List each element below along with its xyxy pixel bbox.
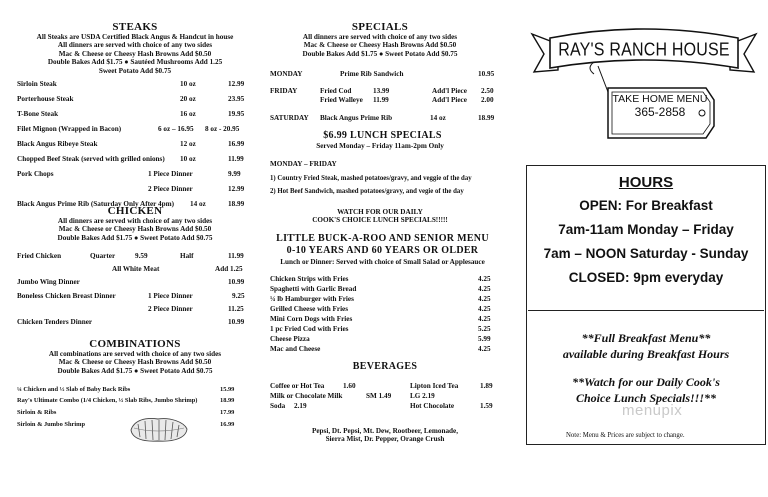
- hours-weekend: 7am – NOON Saturday - Sunday: [543, 246, 749, 261]
- menu-item-price: 2.50: [481, 87, 494, 95]
- menu-item-size: 20 oz: [180, 95, 196, 103]
- hours-weekday: 7am-11am Monday – Friday: [558, 222, 734, 237]
- menu-item-price: 4.25: [478, 315, 491, 323]
- menu-item-price: 19.95: [228, 110, 245, 118]
- menu-item-price: 16.99: [228, 140, 245, 148]
- beverage-name: Hot Chocolate: [410, 402, 455, 410]
- menu-item-size: 6 oz – 16.95: [158, 125, 194, 133]
- breakfast-line: available during Breakfast Hours: [562, 347, 730, 361]
- menu-item-size: Add'l Piece: [432, 87, 467, 95]
- menu-item-name: Black Angus Prime Rib (Saturday Only After 4pm): [17, 200, 175, 208]
- menu-item-name: 1 pc Fried Cod with Fries: [270, 325, 349, 333]
- specials-note: Mac & Cheese or Cheesy Hash Browns Add $0.50: [303, 41, 457, 50]
- menu-item-price: 5.25: [478, 325, 491, 333]
- menu-item-name: Chicken Tenders Dinner: [17, 318, 93, 326]
- menu-item-name: Sirloin & Jumbo Shrimp: [17, 421, 86, 428]
- menu-item-price: Add 1.25: [215, 265, 243, 273]
- menu-item-name: Sirloin Steak: [17, 80, 57, 88]
- beverage-name: LG 2.19: [410, 392, 435, 400]
- menu-item-size: 2 Piece Dinner: [148, 305, 193, 313]
- steaks-note: All dinners are served with choice of any two sides: [57, 41, 213, 50]
- lunch-watch-line: COOK'S CHOICE LUNCH SPECIALS!!!!!: [312, 216, 448, 225]
- beverage-price: 1.60: [343, 382, 356, 390]
- menu-item-size: 14 oz: [430, 114, 446, 122]
- menu-item-name: Pork Chops: [17, 170, 54, 178]
- menu-item-price: 11.99: [228, 252, 244, 260]
- menu-item-price: 12.99: [228, 80, 245, 88]
- cook-choice-line: **Watch for our Daily Cook's: [572, 375, 720, 389]
- breakfast-line: **Full Breakfast Menu**: [581, 331, 711, 345]
- menu-item-price: 4.25: [478, 305, 491, 313]
- specials-notes: [255, 33, 505, 58]
- lunch-served: Served Monday – Friday 11am-2pm Only: [316, 142, 444, 150]
- phone-number: 365-2858: [634, 105, 686, 119]
- soda-list-line: Pepsi, Dt. Pepsi, Mt. Dew, Rootbeer, Lemonade,: [311, 427, 459, 435]
- menu-item-name: Chicken Strips with Fries: [270, 275, 349, 283]
- specials-note: All dinners are served with choice of any two sides: [302, 33, 458, 41]
- menu-item-price: 23.95: [228, 95, 245, 103]
- chicken-note: Double Bakes Add $1.75 ● Sweet Potato Add $0.75: [57, 233, 213, 242]
- beverage-price: 1.59: [480, 402, 493, 410]
- menu-item-price: 11.99: [373, 96, 389, 104]
- beverage-price: 1.89: [480, 382, 493, 390]
- chicken-note: All dinners are served with choice of any two sides: [57, 217, 213, 225]
- menu-item-price: 8 oz - 20.95: [205, 125, 240, 133]
- steaks-note: All Steaks are USDA Certified Black Angus & Handcut in house: [36, 33, 234, 41]
- watermark: menupix: [622, 402, 683, 419]
- menu-item-name: Porterhouse Steak: [17, 95, 74, 103]
- combinations-title: COMBINATIONS: [89, 338, 181, 350]
- beverage-name: Coffee or Hot Tea: [270, 382, 325, 390]
- menu-item-size: 16 oz: [180, 110, 196, 118]
- lunch-item: 2) Hot Beef Sandwich, mashed potatoes/gravy, and vegie of the day: [270, 188, 464, 195]
- menu-item-size: 10 oz: [180, 155, 196, 163]
- combinations-note: Double Bakes Add $1.75 ● Sweet Potato Add $0.75: [57, 366, 213, 375]
- menu-item-size: 12 oz: [180, 140, 196, 148]
- menu-item-name: Fried Chicken: [17, 252, 62, 260]
- menu-item-name: Jumbo Wing Dinner: [17, 278, 80, 286]
- breakfast-note: [526, 330, 766, 362]
- specials-day: SATURDAY: [270, 114, 309, 122]
- menu-item-price: 11.99: [228, 155, 244, 163]
- kids-title: LITTLE BUCK-A-ROO AND SENIOR MENU: [276, 233, 489, 244]
- steaks-notes: [10, 33, 260, 75]
- combinations-note: All combinations are served with choice of any two sides: [48, 350, 222, 358]
- menu-item-size: Quarter: [90, 252, 116, 260]
- tag-label: [610, 93, 710, 119]
- steaks-title: STEAKS: [112, 21, 158, 33]
- cook-choice-line: Choice Lunch Specials!!!**: [575, 391, 716, 405]
- menu-item-price: 15.99: [220, 386, 235, 393]
- specials-note: Double Bakes Add $1.75 ● Sweet Potato Add $0.75: [302, 49, 458, 58]
- menu-item-price: 13.99: [373, 87, 390, 95]
- menu-item-price: 10.99: [228, 278, 245, 286]
- soda-list-line: Sierra Mist, Dr. Pepper, Orange Crush: [325, 435, 445, 444]
- menu-item-size: 2 Piece Dinner: [148, 185, 193, 193]
- menu-item-price: 17.99: [220, 409, 235, 416]
- footer-note: Note: Menu & Prices are subject to change.: [566, 432, 685, 439]
- lunch-item: 1) Country Fried Steak, mashed potatoes/gravy, and veggie of the day: [270, 175, 472, 182]
- beverages-title: BEVERAGES: [352, 361, 418, 372]
- menu-item-name: Chopped Beef Steak (served with grilled onions): [17, 155, 165, 163]
- menu-item-name: ¼ lb Hamburger with Fries: [270, 295, 354, 303]
- chicken-title: CHICKEN: [107, 205, 163, 217]
- menu-item-size: 14 oz: [190, 200, 206, 208]
- menu-item-price: 18.99: [478, 114, 495, 122]
- menu-item-name: Black Angus Prime Rib: [320, 114, 393, 122]
- menu-item-price: 4.25: [478, 285, 491, 293]
- menu-item-name: Filet Mignon (Wrapped in Bacon): [17, 125, 122, 133]
- steaks-note: Double Bakes Add $1.75 ● Sautéed Mushrooms Add 1.25: [47, 58, 223, 67]
- steaks-note: Mac & Cheese or Cheesy Hash Browns Add $0.50: [58, 49, 212, 58]
- menu-item-price: 4.25: [478, 295, 491, 303]
- specials-title: SPECIALS: [351, 21, 409, 33]
- menu-item-price: 5.99: [478, 335, 491, 343]
- menu-item-price: 10.95: [478, 70, 495, 78]
- menu-item-name: Black Angus Ribeye Steak: [17, 140, 98, 148]
- specials-day: MONDAY: [270, 70, 303, 78]
- lunch-watch-line: WATCH FOR OUR DAILY: [337, 208, 423, 216]
- menu-item-name: Mac and Cheese: [270, 345, 321, 353]
- menu-item-size: 1 Piece Dinner: [148, 170, 193, 178]
- hours-closed: CLOSED: 9pm everyday: [568, 270, 724, 285]
- menu-item-name: Fried Walleye: [320, 96, 363, 104]
- menu-item-size: Half: [180, 252, 194, 260]
- menu-item-price: 10.99: [228, 318, 245, 326]
- menu-item-name: Sirloin & Ribs: [17, 409, 57, 416]
- lunch-days: MONDAY – FRIDAY: [270, 160, 337, 168]
- hours-title: HOURS: [618, 174, 674, 191]
- restaurant-name: RAY'S RANCH HOUSE: [558, 40, 730, 61]
- beverage-price: 2.19: [294, 402, 307, 410]
- menu-item-price: 18.99: [228, 200, 245, 208]
- menu-item-size: 10 oz: [180, 80, 196, 88]
- lunch-title: $6.99 LUNCH SPECIALS: [323, 130, 442, 141]
- specials-day: FRIDAY: [270, 87, 298, 95]
- menu-item-size: 1 Piece Dinner: [148, 292, 193, 300]
- menu-item-price: 12.99: [228, 185, 245, 193]
- kids-note: Lunch or Dinner: Served with choice of Small Salad or Applesauce: [280, 258, 485, 266]
- menu-item-size: All White Meat: [112, 265, 160, 273]
- menu-item-name: T-Bone Steak: [17, 110, 59, 118]
- menu-item-price: 9.25: [232, 292, 245, 300]
- chicken-notes: [10, 217, 260, 242]
- menu-item-price: 2.00: [481, 96, 494, 104]
- menu-item-name: Grilled Cheese with Fries: [270, 305, 349, 313]
- combinations-note: Mac & Cheese or Cheesy Hash Browns Add $0.50: [58, 358, 212, 367]
- steaks-note: Sweet Potato Add $0.75: [98, 66, 172, 75]
- beverage-name: Soda: [270, 402, 286, 410]
- menu-item-price: 11.25: [228, 305, 244, 313]
- take-home-menu-label: TAKE HOME MENU: [612, 93, 708, 105]
- kids-subtitle: 0-10 YEARS AND 60 YEARS OR OLDER: [286, 245, 479, 256]
- beverage-name: Lipton Iced Tea: [410, 382, 459, 390]
- menu-item-name: Ray's Ultimate Combo (1/4 Chicken, ½ Slab Ribs, Jumbo Shrimp): [17, 397, 198, 404]
- menu-item-price: 9.99: [228, 170, 241, 178]
- menu-item-name: Cheese Pizza: [270, 335, 310, 343]
- menu-item-name: Mini Corn Dogs with Fries: [270, 315, 353, 323]
- menu-item-price: 4.25: [478, 275, 491, 283]
- menu-item-price: 18.99: [220, 397, 235, 404]
- soda-list: [280, 427, 490, 444]
- combinations-notes: [10, 350, 260, 375]
- hours-divider: [528, 310, 764, 311]
- menu-item-price: 16.99: [220, 421, 235, 428]
- lunch-watch: [290, 208, 470, 225]
- menu-item-name: Prime Rib Sandwich: [340, 70, 404, 78]
- menu-item-size: Add'l Piece: [432, 96, 467, 104]
- menu-item-name: Fried Cod: [320, 87, 352, 95]
- menu-item-price: 4.25: [478, 345, 491, 353]
- chicken-note: Mac & Cheese or Cheesy Hash Browns Add $0.50: [58, 225, 212, 234]
- menu-item-name: Boneless Chicken Breast Dinner: [17, 292, 116, 300]
- menu-item-price: 9.59: [135, 252, 148, 260]
- hours-open: OPEN: For Breakfast: [579, 198, 713, 213]
- ribs-illustration: [128, 414, 190, 444]
- beverage-price: SM 1.49: [366, 392, 392, 400]
- beverage-name: Milk or Chocolate Milk: [270, 392, 343, 400]
- menu-item-name: Spaghetti with Garlic Bread: [270, 285, 357, 293]
- menu-item-name: ¼ Chicken and ½ Slab of Baby Back Ribs: [17, 386, 131, 393]
